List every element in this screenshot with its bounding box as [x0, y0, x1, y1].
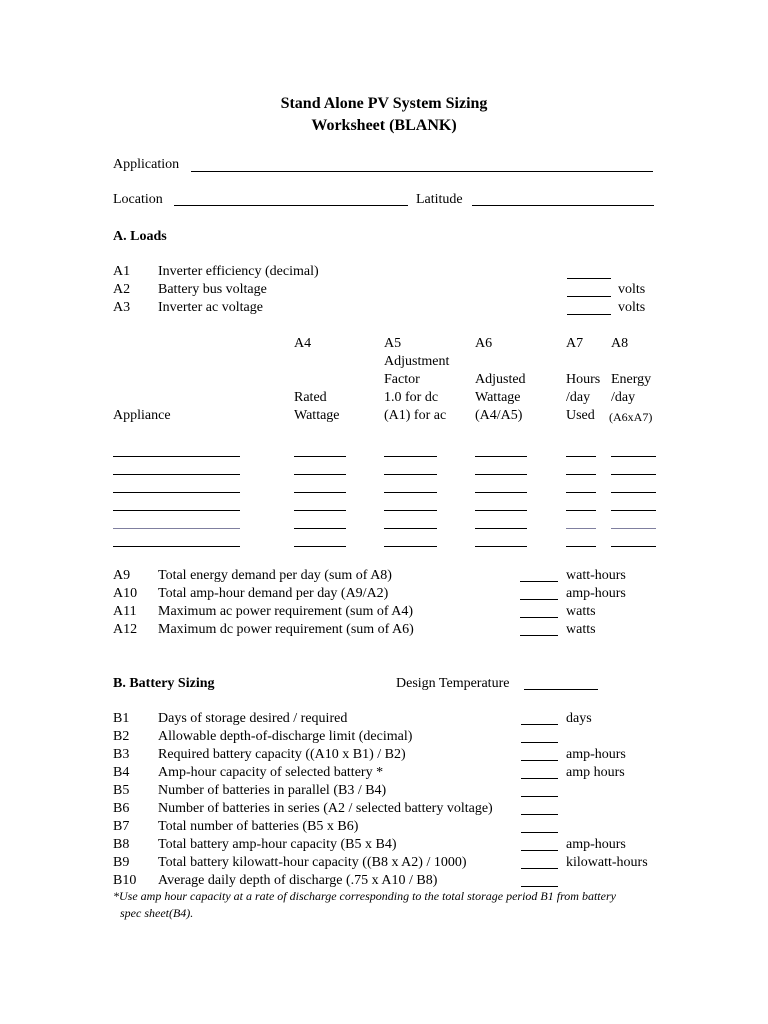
b1-blank[interactable]	[521, 724, 558, 725]
item-code: A1	[113, 264, 131, 279]
design-temperature-label: Design Temperature	[396, 676, 510, 691]
col-a7-line2: /day	[566, 390, 591, 405]
a10-blank[interactable]	[520, 599, 558, 600]
item-text: Inverter ac voltage	[158, 300, 263, 315]
adjusted-wattage-blank[interactable]	[475, 474, 527, 475]
worksheet-title-line2: Worksheet (BLANK)	[311, 117, 457, 134]
latitude-label: Latitude	[416, 192, 463, 207]
b8-blank[interactable]	[521, 850, 558, 851]
item-unit: amp-hours	[566, 747, 626, 762]
a11-blank[interactable]	[520, 617, 558, 618]
rated-wattage-blank[interactable]	[294, 492, 346, 493]
section-a-heading: A. Loads	[113, 229, 167, 244]
energy-blank[interactable]	[611, 528, 656, 529]
item-text: Inverter efficiency (decimal)	[158, 264, 319, 279]
adjusted-wattage-blank[interactable]	[475, 456, 527, 457]
item-code: B1	[113, 711, 130, 726]
total-unit: watts	[566, 604, 596, 619]
latitude-field[interactable]	[472, 205, 654, 206]
item-text: Allowable depth-of-discharge limit (decimal)	[158, 729, 413, 744]
col-a8-code: A8	[611, 336, 629, 351]
item-unit: amp-hours	[566, 837, 626, 852]
item-code: B7	[113, 819, 130, 834]
col-a6-line2: Wattage	[475, 390, 521, 405]
col-a5-code: A5	[384, 336, 402, 351]
hours-blank[interactable]	[566, 510, 596, 511]
col-a8-line3: (A6xA7)	[609, 410, 653, 424]
b10-blank[interactable]	[521, 886, 558, 887]
worksheet-title-line1: Stand Alone PV System Sizing	[280, 95, 488, 112]
item-unit: amp hours	[566, 765, 625, 780]
col-a5-line2: Factor	[384, 372, 420, 387]
energy-blank[interactable]	[611, 492, 656, 493]
energy-blank[interactable]	[611, 474, 656, 475]
col-a8-line1: Energy	[611, 372, 652, 387]
energy-blank[interactable]	[611, 546, 656, 547]
hours-blank[interactable]	[566, 492, 596, 493]
item-text: Days of storage desired / required	[158, 711, 348, 726]
adjusted-wattage-blank[interactable]	[475, 546, 527, 547]
total-unit: amp-hours	[566, 586, 626, 601]
b9-blank[interactable]	[521, 868, 558, 869]
rated-wattage-blank[interactable]	[294, 546, 346, 547]
adjusted-wattage-blank[interactable]	[475, 528, 527, 529]
item-unit: volts	[618, 300, 646, 315]
adjusted-wattage-blank[interactable]	[475, 510, 527, 511]
item-code: B2	[113, 729, 130, 744]
footnote-line1: *Use amp hour capacity at a rate of discharge corresponding to the total storage period B1 from battery	[113, 889, 616, 903]
item-unit: kilowatt-hours	[566, 855, 648, 870]
item-code: B4	[113, 765, 130, 780]
hours-blank[interactable]	[566, 546, 596, 547]
adjustment-factor-blank[interactable]	[384, 492, 437, 493]
item-text: Number of batteries in series (A2 / selected battery voltage)	[158, 801, 493, 816]
col-a6-code: A6	[475, 336, 493, 351]
col-a4-line1: Rated	[294, 390, 327, 405]
col-appliance: Appliance	[113, 408, 171, 423]
adjustment-factor-blank[interactable]	[384, 456, 437, 457]
col-a4-code: A4	[294, 336, 312, 351]
rated-wattage-blank[interactable]	[294, 528, 346, 529]
a1-blank[interactable]	[567, 278, 611, 279]
total-code: A10	[113, 586, 138, 601]
item-text: Required battery capacity ((A10 x B1) / B2)	[158, 747, 406, 762]
hours-blank[interactable]	[566, 456, 596, 457]
rated-wattage-blank[interactable]	[294, 474, 346, 475]
a2-blank[interactable]	[567, 296, 611, 297]
adjustment-factor-blank[interactable]	[384, 546, 437, 547]
total-code: A9	[113, 568, 131, 583]
item-unit: days	[566, 711, 592, 726]
adjustment-factor-blank[interactable]	[384, 510, 437, 511]
appliance-blank[interactable]	[113, 474, 240, 475]
total-unit: watt-hours	[566, 568, 626, 583]
item-code: B3	[113, 747, 130, 762]
appliance-blank[interactable]	[113, 528, 240, 529]
item-code: B5	[113, 783, 130, 798]
total-text: Total amp-hour demand per day (A9/A2)	[158, 586, 389, 601]
total-code: A11	[113, 604, 137, 619]
application-label: Application	[113, 157, 180, 172]
total-text: Maximum dc power requirement (sum of A6)	[158, 622, 414, 637]
col-a7-line1: Hours	[566, 372, 601, 387]
adjustment-factor-blank[interactable]	[384, 528, 437, 529]
hours-blank[interactable]	[566, 474, 596, 475]
col-a5-line1: Adjustment	[384, 354, 450, 369]
adjustment-factor-blank[interactable]	[384, 474, 437, 475]
col-a5-line4: (A1) for ac	[384, 408, 447, 423]
col-a6-line1: Adjusted	[475, 372, 526, 387]
item-unit: volts	[618, 282, 646, 297]
energy-blank[interactable]	[611, 510, 656, 511]
col-a4-line2: Wattage	[294, 408, 340, 423]
item-text: Total battery amp-hour capacity (B5 x B4)	[158, 837, 397, 852]
rated-wattage-blank[interactable]	[294, 456, 346, 457]
b6-blank[interactable]	[521, 814, 558, 815]
item-code: A2	[113, 282, 131, 297]
col-a7-code: A7	[566, 336, 584, 351]
item-code: B6	[113, 801, 130, 816]
hours-blank[interactable]	[566, 528, 596, 529]
item-text: Battery bus voltage	[158, 282, 267, 297]
item-text: Amp-hour capacity of selected battery *	[158, 765, 384, 780]
total-text: Maximum ac power requirement (sum of A4)	[158, 604, 414, 619]
item-text: Total number of batteries (B5 x B6)	[158, 819, 359, 834]
item-text: Total battery kilowatt-hour capacity ((B8 x A2) / 1000)	[158, 855, 467, 870]
appliance-blank[interactable]	[113, 492, 240, 493]
a9-blank[interactable]	[520, 581, 558, 582]
item-code: A3	[113, 300, 131, 315]
appliance-blank[interactable]	[113, 546, 240, 547]
b5-blank[interactable]	[521, 796, 558, 797]
item-code: B10	[113, 873, 137, 888]
application-field[interactable]	[191, 171, 653, 172]
b3-blank[interactable]	[521, 760, 558, 761]
item-code: B8	[113, 837, 130, 852]
a3-blank[interactable]	[567, 314, 611, 315]
col-a7-line3: Used	[566, 408, 595, 423]
location-field[interactable]	[174, 205, 408, 206]
b2-blank[interactable]	[521, 742, 558, 743]
total-text: Total energy demand per day (sum of A8)	[158, 568, 392, 583]
total-unit: watts	[566, 622, 596, 637]
footnote-line2: spec sheet(B4).	[120, 906, 194, 920]
design-temperature-field[interactable]	[524, 689, 598, 690]
adjusted-wattage-blank[interactable]	[475, 492, 527, 493]
appliance-blank[interactable]	[113, 456, 240, 457]
appliance-blank[interactable]	[113, 510, 240, 511]
item-text: Average daily depth of discharge (.75 x A10 / B8)	[158, 873, 438, 888]
energy-blank[interactable]	[611, 456, 656, 457]
section-b-heading: B. Battery Sizing	[113, 676, 215, 691]
col-a8-line2: /day	[611, 390, 636, 405]
col-a6-line3: (A4/A5)	[475, 408, 523, 423]
b7-blank[interactable]	[521, 832, 558, 833]
col-a5-line3: 1.0 for dc	[384, 390, 439, 405]
item-text: Number of batteries in parallel (B3 / B4)	[158, 783, 387, 798]
location-label: Location	[113, 192, 163, 207]
item-code: B9	[113, 855, 130, 870]
total-code: A12	[113, 622, 138, 637]
b4-blank[interactable]	[521, 778, 558, 779]
rated-wattage-blank[interactable]	[294, 510, 346, 511]
a12-blank[interactable]	[520, 635, 558, 636]
